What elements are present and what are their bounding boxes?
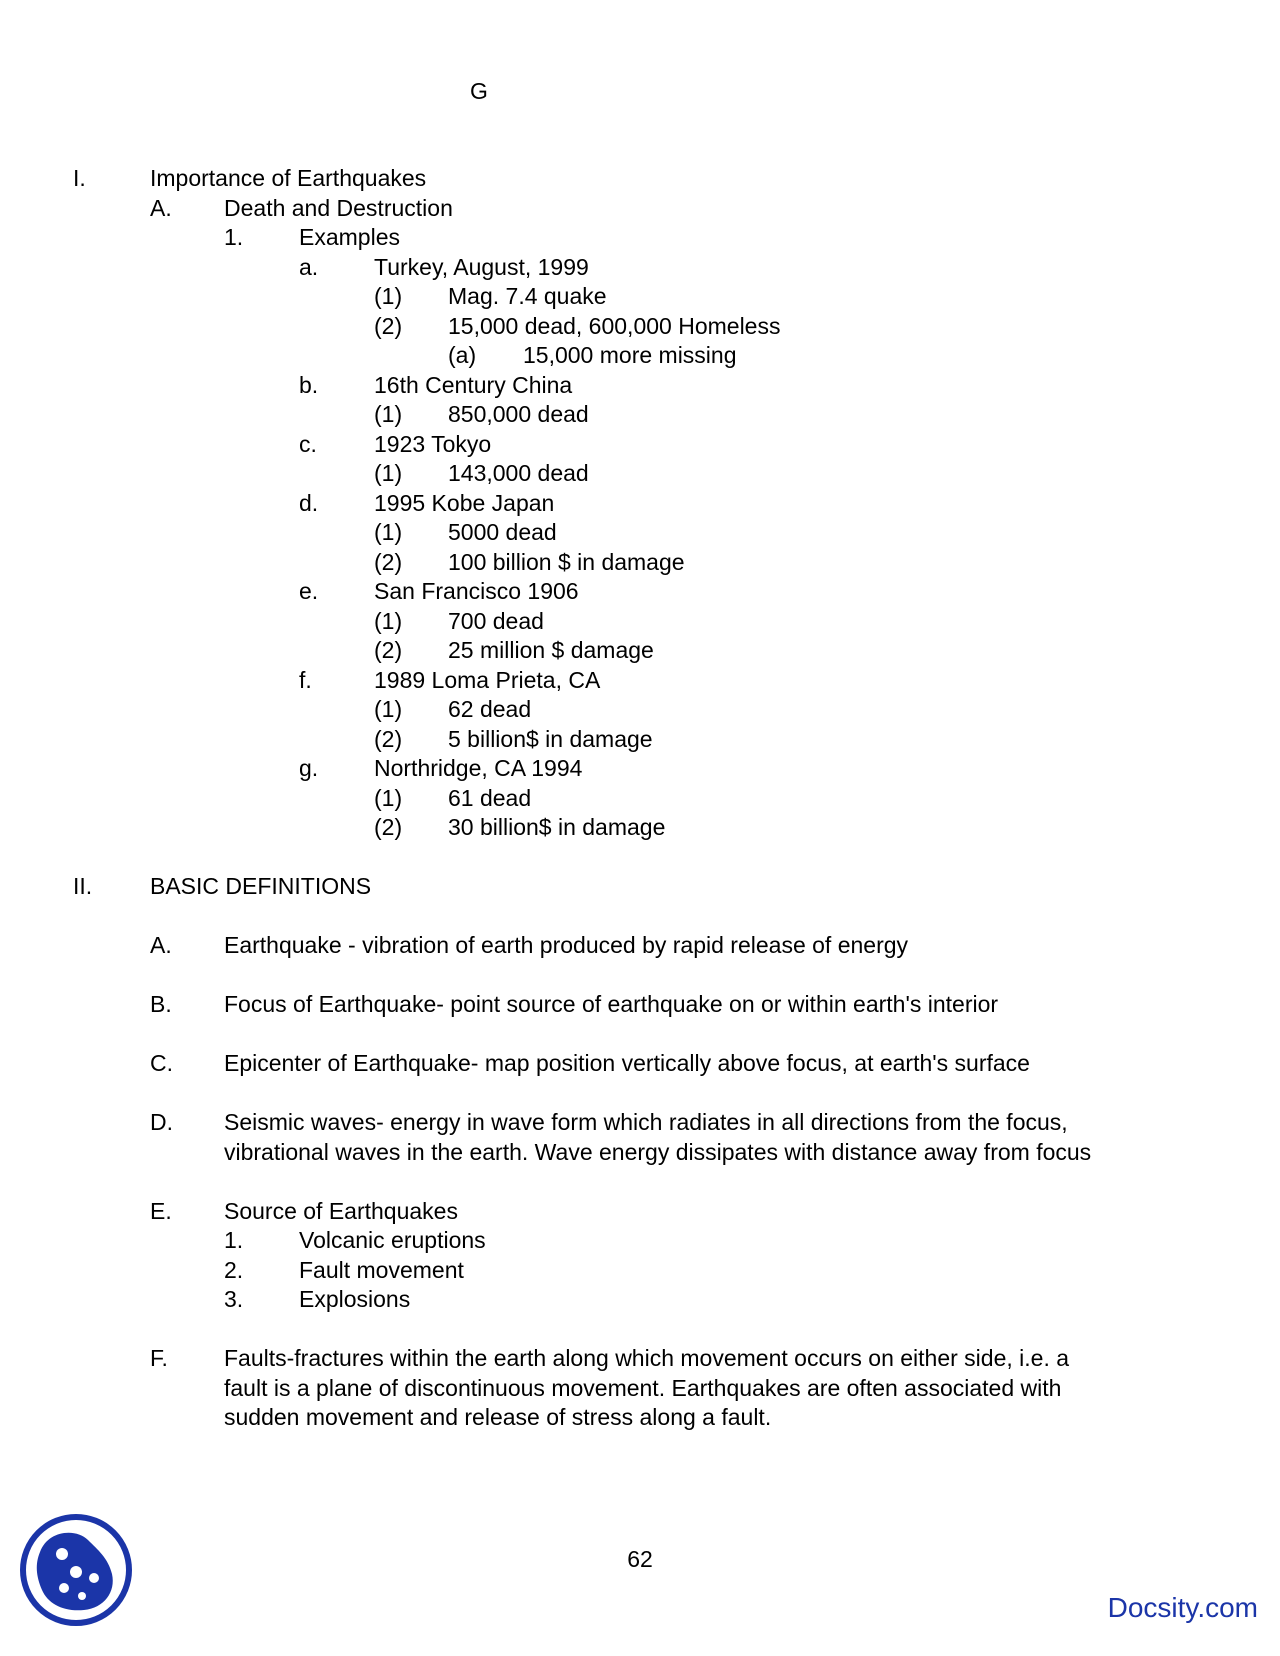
outline-marker: g. bbox=[299, 755, 319, 781]
example-text: Turkey, August, 1999 bbox=[374, 253, 589, 280]
outline-text: Death and Destruction bbox=[224, 194, 453, 221]
definition-item bbox=[0, 990, 1280, 1020]
example-text: 16th Century China bbox=[374, 371, 573, 398]
detail-text: 15,000 dead, 600,000 Homeless bbox=[448, 312, 781, 339]
outline-marker: d. bbox=[299, 489, 319, 516]
outline-text: Explosions bbox=[299, 1286, 411, 1312]
outline-marker: (1) bbox=[374, 607, 403, 634]
example-text: 1989 Loma Prieta, CA bbox=[374, 666, 601, 693]
detail-text: 15,000 more missing bbox=[523, 342, 737, 368]
brand-link[interactable]: Docsity.com bbox=[1107, 1592, 1258, 1623]
definition-text: fault is a plane of discontinuous movement. Earthquakes are often associated with bbox=[224, 1374, 1062, 1401]
outline-marker: e. bbox=[299, 578, 319, 604]
definition-continuation bbox=[0, 1138, 1280, 1168]
outline-document bbox=[0, 164, 1280, 1433]
definition-text: sudden movement and release of stress along a fault. bbox=[224, 1404, 772, 1430]
example-sub-detail bbox=[0, 341, 1280, 371]
outline-marker: E. bbox=[150, 1197, 172, 1224]
detail-text: 25 million $ damage bbox=[448, 637, 654, 663]
outline-marker: (1) bbox=[374, 460, 403, 486]
example-text: 1995 Kobe Japan bbox=[374, 489, 555, 516]
detail-text: 62 dead bbox=[448, 696, 532, 722]
outline-marker: (1) bbox=[374, 784, 403, 811]
header-letter: G bbox=[470, 78, 488, 104]
outline-item bbox=[0, 223, 1280, 253]
outline-marker: A. bbox=[150, 194, 172, 221]
definition-text: Focus of Earthquake- point source of earthquake on or within earth's interior bbox=[224, 991, 999, 1017]
example-detail bbox=[0, 784, 1280, 814]
outline-marker: (1) bbox=[374, 519, 403, 545]
outline-marker: a. bbox=[299, 253, 319, 280]
outline-marker: 3. bbox=[224, 1286, 244, 1312]
example-item bbox=[0, 371, 1280, 401]
example-detail bbox=[0, 813, 1280, 843]
definition-text: Seismic waves- energy in wave form which radiates in all directions from the focus, bbox=[224, 1109, 1068, 1135]
outline-marker: C. bbox=[150, 1050, 173, 1076]
detail-text: 100 billion $ in damage bbox=[448, 548, 685, 575]
detail-text: 850,000 dead bbox=[448, 401, 589, 427]
outline-marker: II. bbox=[73, 873, 93, 899]
outline-marker: (1) bbox=[374, 283, 403, 309]
detail-text: 143,000 dead bbox=[448, 460, 589, 486]
page-number: 62 bbox=[627, 1546, 653, 1572]
outline-marker: (2) bbox=[374, 814, 403, 840]
outline-marker: 1. bbox=[224, 1227, 244, 1253]
example-item bbox=[0, 577, 1280, 607]
outline-marker: b. bbox=[299, 371, 319, 398]
example-detail bbox=[0, 607, 1280, 637]
example-item bbox=[0, 754, 1280, 784]
outline-text: Volcanic eruptions bbox=[299, 1227, 486, 1253]
outline-marker: (1) bbox=[374, 696, 403, 722]
example-detail bbox=[0, 695, 1280, 725]
outline-marker: 2. bbox=[224, 1256, 244, 1283]
outline-marker: D. bbox=[150, 1109, 173, 1135]
outline-marker: 1. bbox=[224, 224, 244, 250]
example-item bbox=[0, 489, 1280, 519]
outline-marker: c. bbox=[299, 430, 317, 457]
detail-text: 5000 dead bbox=[448, 519, 557, 545]
example-detail bbox=[0, 725, 1280, 755]
example-text: 1923 Tokyo bbox=[374, 430, 492, 457]
outline-marker: (a) bbox=[448, 342, 477, 368]
outline-marker: A. bbox=[150, 932, 172, 958]
outline-marker: (2) bbox=[374, 637, 403, 663]
detail-text: 61 dead bbox=[448, 784, 532, 811]
definition-text: Epicenter of Earthquake- map position vertically above focus, at earth's surface bbox=[224, 1050, 1030, 1076]
outline-text: Examples bbox=[299, 224, 400, 250]
definition-continuation bbox=[0, 1403, 1280, 1433]
outline-marker: F. bbox=[150, 1345, 168, 1371]
example-text: San Francisco 1906 bbox=[374, 578, 579, 604]
outline-item bbox=[0, 194, 1280, 224]
example-detail bbox=[0, 518, 1280, 548]
example-detail bbox=[0, 312, 1280, 342]
outline-marker: (2) bbox=[374, 725, 403, 752]
docsity-logo-icon[interactable] bbox=[18, 1512, 134, 1628]
detail-text: Mag. 7.4 quake bbox=[448, 283, 607, 309]
outline-marker: I. bbox=[73, 165, 86, 191]
section-title: BASIC DEFINITIONS bbox=[150, 873, 372, 899]
example-item bbox=[0, 666, 1280, 696]
detail-text: 5 billion$ in damage bbox=[448, 725, 653, 752]
example-item bbox=[0, 430, 1280, 460]
definition-text: vibrational waves in the earth. Wave energy dissipates with distance away from focus bbox=[224, 1138, 1092, 1165]
definition-text: Earthquake - vibration of earth produced by rapid release of energy bbox=[224, 932, 909, 958]
example-item bbox=[0, 253, 1280, 283]
definition-item bbox=[0, 1049, 1280, 1079]
definition-item bbox=[0, 1108, 1280, 1138]
definition-item bbox=[0, 1344, 1280, 1374]
outline-item bbox=[0, 1285, 1280, 1315]
definition-text: Source of Earthquakes bbox=[224, 1197, 458, 1224]
example-detail bbox=[0, 459, 1280, 489]
detail-text: 30 billion$ in damage bbox=[448, 814, 666, 840]
detail-text: 700 dead bbox=[448, 607, 544, 634]
outline-item bbox=[0, 1256, 1280, 1286]
section-heading bbox=[0, 164, 1280, 194]
example-detail bbox=[0, 282, 1280, 312]
outline-text: Fault movement bbox=[299, 1256, 464, 1283]
definition-continuation bbox=[0, 1374, 1280, 1404]
definition-text: Faults-fractures within the earth along which movement occurs on either side, i.e. a bbox=[224, 1345, 1070, 1371]
example-detail bbox=[0, 636, 1280, 666]
outline-marker: (2) bbox=[374, 312, 403, 339]
section-heading bbox=[0, 872, 1280, 902]
example-detail bbox=[0, 400, 1280, 430]
outline-marker: B. bbox=[150, 991, 172, 1017]
outline-item bbox=[0, 1226, 1280, 1256]
outline-marker: f. bbox=[299, 666, 312, 693]
definition-item bbox=[0, 931, 1280, 961]
section-title: Importance of Earthquakes bbox=[150, 165, 427, 191]
example-detail bbox=[0, 548, 1280, 578]
definition-item bbox=[0, 1197, 1280, 1227]
outline-marker: (2) bbox=[374, 548, 403, 575]
outline-marker: (1) bbox=[374, 401, 403, 427]
example-text: Northridge, CA 1994 bbox=[374, 755, 583, 781]
